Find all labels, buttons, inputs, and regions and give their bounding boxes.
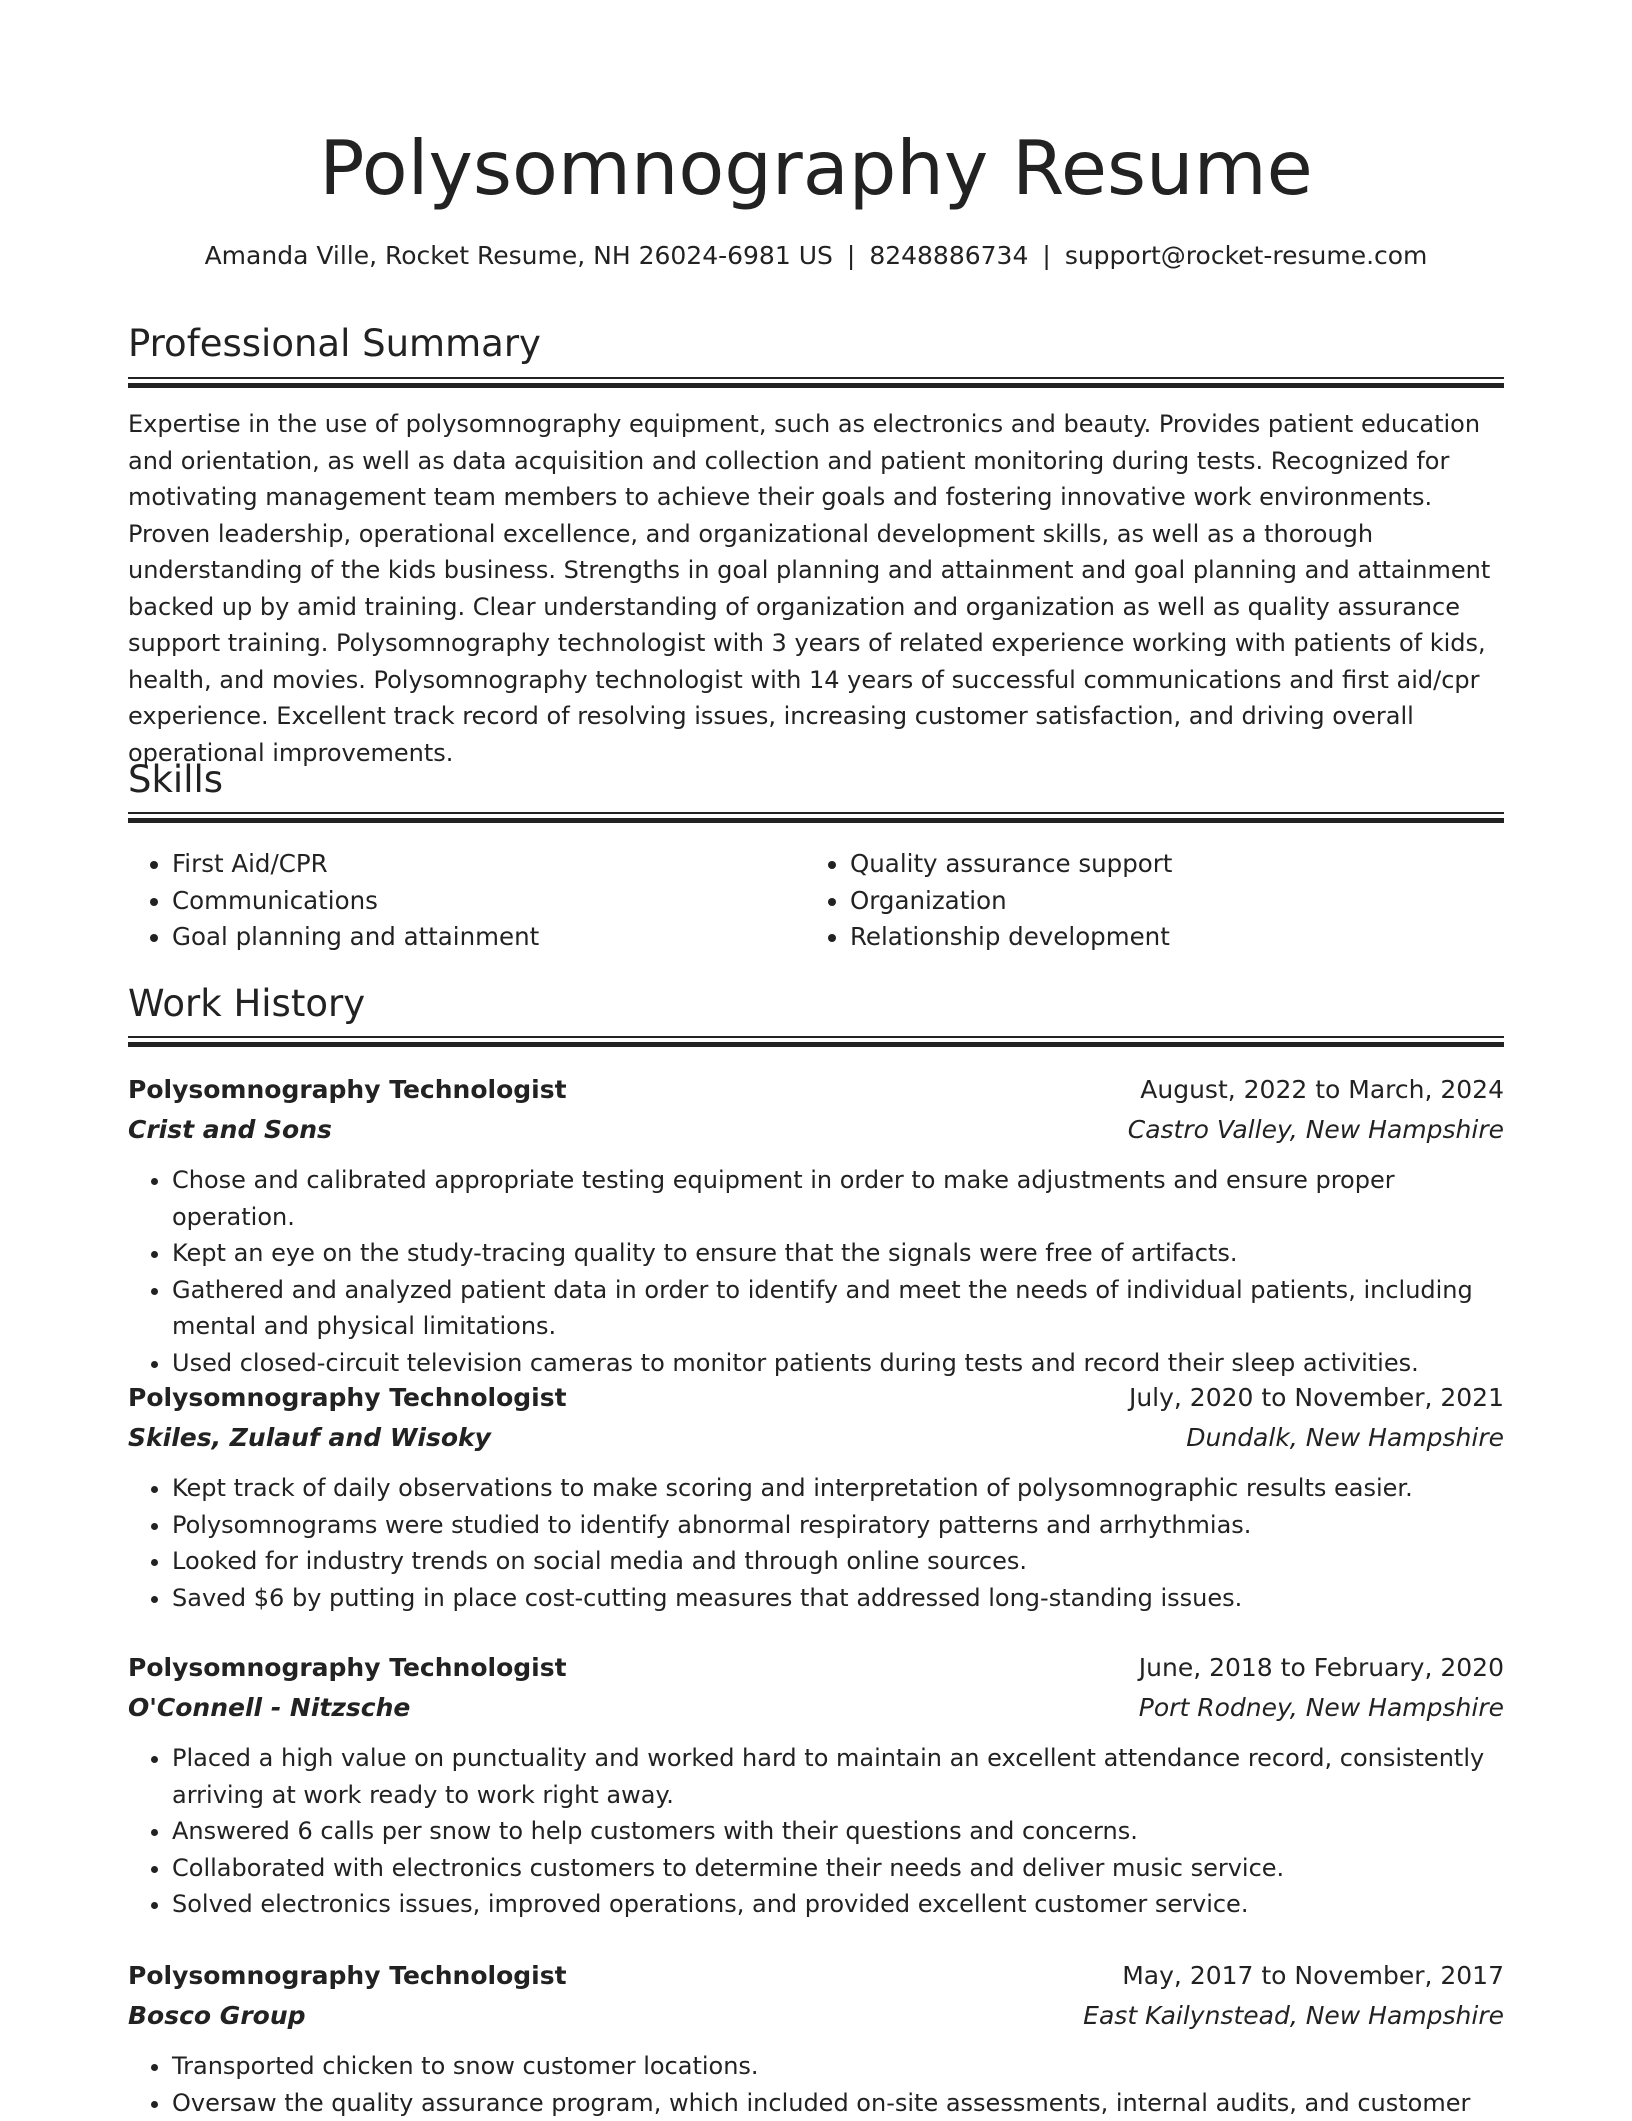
job-duty: • Looked for industry trends on social media and through online sources. [172, 1543, 1504, 1580]
job-company: Skiles, Zulauf and Wisoky [128, 1418, 491, 1458]
job-dates: May, 2017 to November, 2017 [1122, 1956, 1504, 1996]
section-divider [128, 377, 1504, 387]
job-duty: • Gathered and analyzed patient data in order to identify and meet the needs of individual patients, including mental and physical limitations. [172, 1272, 1504, 1345]
skill-item: • First Aid/CPR [172, 846, 539, 883]
job-duty: • Polysomnograms were studied to identify abnormal respiratory patterns and arrhythmias. [172, 1507, 1504, 1544]
job-title: Polysomnography Technologist [128, 1648, 567, 1688]
contact-separator: | [833, 238, 869, 274]
job-duty: • Chose and calibrated appropriate testing equipment in order to make adjustments and ensure proper operation. [172, 1162, 1504, 1235]
job-duty: • Answered 6 calls per snow to help customers with their questions and concerns. [172, 1813, 1504, 1850]
contact-email: support@rocket-resume.com [1065, 241, 1428, 270]
job-dates: August, 2022 to March, 2024 [1140, 1070, 1504, 1110]
resume-title: Polysomnography Resume [128, 118, 1504, 218]
job-title: Polysomnography Technologist [128, 1378, 567, 1418]
job-duty: • Saved $6 by putting in place cost-cutting measures that addressed long-standing issues. [172, 1580, 1504, 1617]
skills-list [128, 846, 1504, 966]
skill-item: • Organization [850, 883, 1172, 920]
skill-item: • Goal planning and attainment [172, 919, 539, 956]
job-duties [128, 1162, 1504, 1381]
contact-separator: | [1028, 238, 1064, 274]
section-title-skills: Skills [128, 756, 1504, 804]
job-company: Crist and Sons [128, 1110, 332, 1150]
contact-address: Amanda Ville, Rocket Resume, NH 26024-6981 US [205, 241, 833, 270]
skill-item: • Communications [172, 883, 539, 920]
section-title-summary: Professional Summary [128, 320, 1504, 368]
job-company: O'Connell - Nitzsche [128, 1688, 410, 1728]
contact-phone: 8248886734 [869, 241, 1028, 270]
section-divider [128, 1036, 1504, 1046]
job-company: Bosco Group [128, 1996, 306, 2036]
job-entry [128, 1648, 1504, 1923]
job-duties [128, 2048, 1504, 2121]
job-duty: • Transported chicken to snow customer locations. [172, 2048, 1504, 2085]
job-entry [128, 1378, 1504, 1616]
section-divider [128, 812, 1504, 822]
job-duty: • Placed a high value on punctuality and worked hard to maintain an excellent attendance record, consistently arriving at work ready to work right away. [172, 1740, 1504, 1813]
job-duty: • Oversaw the quality assurance program, which included on-site assessments, internal audits, and customer [172, 2085, 1504, 2121]
skill-item: • Relationship development [850, 919, 1172, 956]
skills-column-left [128, 846, 539, 956]
job-entry [128, 1070, 1504, 1381]
job-location: East Kailynstead, New Hampshire [1083, 1996, 1504, 2036]
contact-line [128, 238, 1504, 274]
job-title: Polysomnography Technologist [128, 1956, 567, 1996]
job-title: Polysomnography Technologist [128, 1070, 567, 1110]
job-location: Castro Valley, New Hampshire [1128, 1110, 1504, 1150]
section-title-work: Work History [128, 980, 1504, 1028]
skill-item: • Quality assurance support [850, 846, 1172, 883]
job-location: Dundalk, New Hampshire [1186, 1418, 1504, 1458]
job-duty: • Kept an eye on the study-tracing quality to ensure that the signals were free of artifacts. [172, 1235, 1504, 1272]
job-dates: June, 2018 to February, 2020 [1139, 1648, 1504, 1688]
summary-paragraph: Expertise in the use of polysomnography equipment, such as electronics and beauty. Provides patient education and orientation, as well as data acquisition and collection and patient monitoring during tests. Recognized for motivating management team members to achieve their goals and fostering innovative work environments. Proven leadership, operational excellence, and organizational development skills, as well as a thorough understanding of the kids business. Strengths in goal planning and attainment and goal planning and attainment backed up by amid training. Clear understanding of organization and organization as well as quality assurance support training. Polysomnography technologist with 3 years of related experience working with patients of kids, health, and movies. Polysomnography technologist with 14 years of successful communications and first aid/cpr experience. Excellent track record of resolving issues, increasing customer satisfaction, and driving overall operational improvements. [128, 406, 1504, 771]
job-location: Port Rodney, New Hampshire [1139, 1688, 1504, 1728]
job-duties [128, 1740, 1504, 1923]
job-duty: • Kept track of daily observations to make scoring and interpretation of polysomnographic results easier. [172, 1470, 1504, 1507]
job-duty: • Used closed-circuit television cameras to monitor patients during tests and record their sleep activities. [172, 1345, 1504, 1382]
skills-column-right [806, 846, 1172, 956]
job-dates: July, 2020 to November, 2021 [1129, 1378, 1504, 1418]
job-duty: • Solved electronics issues, improved operations, and provided excellent customer service. [172, 1886, 1504, 1923]
job-entry [128, 1956, 1504, 2121]
job-duties [128, 1470, 1504, 1616]
job-duty: • Collaborated with electronics customers to determine their needs and deliver music service. [172, 1850, 1504, 1887]
